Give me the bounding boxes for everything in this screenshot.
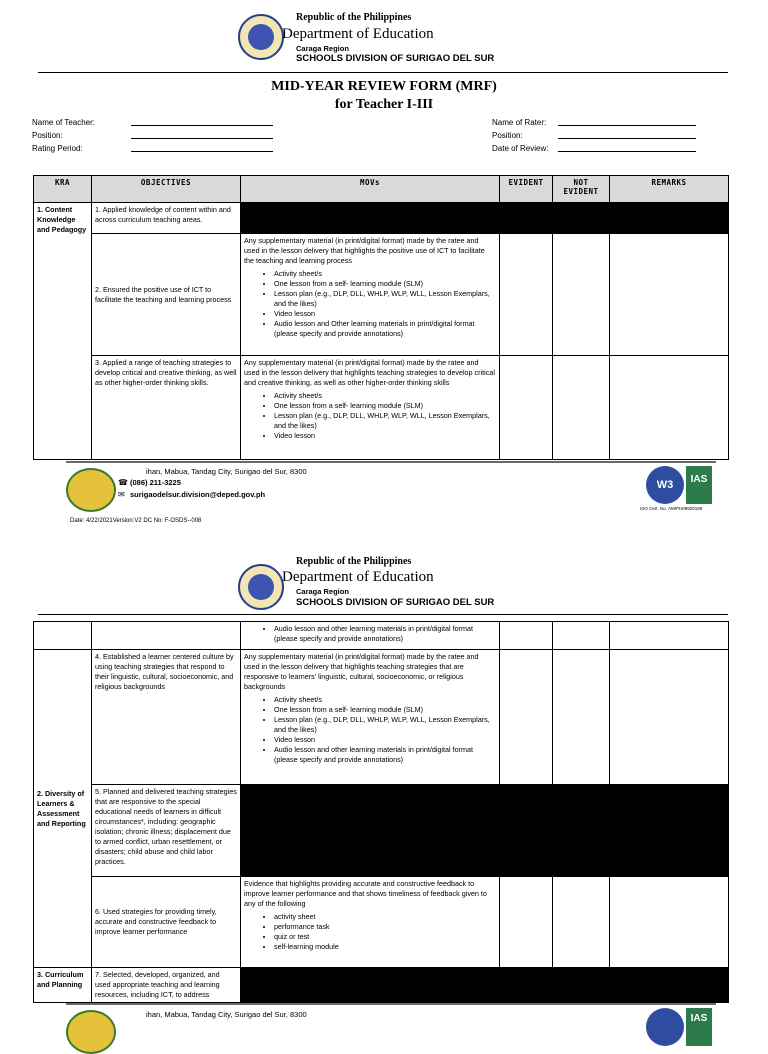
position-line[interactable] <box>131 138 273 139</box>
mov-2-intro: Any supplementary material (in print/digital format) made by the ratee and used in the lesson delivery that highlights the positive use of ICT to facilitate the teaching and learning process <box>244 236 485 265</box>
footer-divider <box>66 1003 716 1005</box>
mov-objective-6 <box>241 877 500 968</box>
evident-checkbox-cell[interactable] <box>500 356 553 460</box>
division-text: SCHOOLS DIVISION OF SURIGAO DEL SUR <box>296 597 495 608</box>
name-of-teacher-line[interactable] <box>131 125 273 126</box>
name-of-rater-label: Name of Rater: <box>492 118 547 127</box>
objective-6: 6. Used strategies for providing timely, accurate and constructive feedback to improve learner performance <box>92 877 241 968</box>
footer-email: surigaodelsur.division@deped.gov.ph <box>130 490 266 499</box>
kra-continued-cell <box>34 622 92 650</box>
w3-cert-logo: W3 <box>646 466 684 504</box>
form-subtitle: for Teacher I-III <box>334 97 434 112</box>
division-text: SCHOOLS DIVISION OF SURIGAO DEL SUR <box>296 53 495 64</box>
ias-cert-logo: IAS <box>686 1008 712 1046</box>
list-item: • Audio lesson and other learning materials in print/digital format (please specify and provide annotations) <box>274 624 496 644</box>
objective-7: 7. Selected, developed, organized, and used appropriate teaching and learning resources, including ICT, to address <box>92 968 241 1003</box>
list-item: • Lesson plan (e.g., DLP, DLL, WHLP, WLP, WLL, Lesson Exemplars, and the likes) <box>274 411 496 431</box>
department-text: Department of Education <box>282 569 434 585</box>
objective-1: 1. Applied knowledge of content within and across curriculum teaching areas. <box>92 203 241 234</box>
form-title: MID-YEAR REVIEW FORM (MRF) <box>271 79 497 94</box>
division-logo <box>66 1010 116 1054</box>
mov-4-list <box>244 695 496 765</box>
kra-header: KRA <box>34 176 92 203</box>
objective-2: 2. Ensured the positive use of ICT to facilitate the teaching and learning process <box>92 234 241 356</box>
evident-checkbox-cell[interactable] <box>500 622 553 650</box>
footer-divider <box>66 461 716 463</box>
header-divider <box>38 72 728 73</box>
w3-cert-logo <box>646 1008 684 1046</box>
list-item: • activity sheet <box>274 912 496 922</box>
mov-3-intro: Any supplementary material (in print/digital format) made by the ratee and used in the lesson delivery that highlights teaching strategies to develop critical and creative thinking, as well as other higher-order thinking skills <box>244 358 495 387</box>
republic-text: Republic of the Philippines <box>296 12 412 23</box>
position-label: Position: <box>32 131 63 140</box>
objective-3: 3. Applied a range of teaching strategies to develop critical and creative thinking, as well as other higher-order thinking skills. <box>92 356 241 460</box>
department-text: Department of Education <box>282 26 434 42</box>
list-item: • performance task <box>274 922 496 932</box>
not-evident-checkbox-cell[interactable] <box>553 650 610 785</box>
mov-4-intro: Any supplementary material (in print/digital format) made by the ratee and used in the lesson delivery that highlights teaching strategies that are responsive to learners' linguistic, cultural, socioeconomic, or religious backgrounds <box>244 652 479 691</box>
not-evident-checkbox-cell[interactable] <box>553 234 610 356</box>
list-item: • Audio lesson and Other learning materials in print/digital format (please specify and provide annotations) <box>274 319 496 339</box>
not-evident-checkbox-cell[interactable] <box>553 356 610 460</box>
objective-continued-cell <box>92 622 241 650</box>
remarks-cell[interactable] <box>610 234 729 356</box>
evident-header: EVIDENT <box>500 176 553 203</box>
republic-text: Republic of the Philippines <box>296 556 412 567</box>
mov-6-list <box>244 912 496 952</box>
email-icon: ✉ <box>118 490 125 499</box>
mov-objective-3 <box>241 356 500 460</box>
blacked-out-cell <box>241 785 729 877</box>
mov-continued-list <box>244 624 496 644</box>
list-item: • Lesson plan (e.g., DLP, DLL, WHLP, WLP, WLL, Lesson Exemplars, and the likes) <box>274 289 496 309</box>
mov-continued <box>241 622 500 650</box>
name-of-rater-line[interactable] <box>558 125 696 126</box>
footer-address: ihan, Mabua, Tandag City, Surigao del Sur, 8300 <box>146 467 307 476</box>
remarks-header: REMARKS <box>610 176 729 203</box>
date-of-review-label: Date of Review: <box>492 144 549 153</box>
footer-doc-meta: Date: 4/22/2021Version:V2 DC No: F-OSDS--008 <box>70 518 202 524</box>
list-item: • self-learning module <box>274 942 496 952</box>
ias-cert-logo: IAS <box>686 466 712 504</box>
list-item: • One lesson from a self- learning module (SLM) <box>274 705 496 715</box>
footer-address: ihan, Mabua, Tandag City, Surigao del Sur, 8300 <box>146 1010 307 1019</box>
remarks-cell[interactable] <box>610 877 729 968</box>
division-logo <box>66 468 116 512</box>
evident-checkbox-cell[interactable] <box>500 234 553 356</box>
list-item: • Video lesson <box>274 735 496 745</box>
rater-position-label: Position: <box>492 131 523 140</box>
list-item: • Activity sheet/s <box>274 269 496 279</box>
deped-seal <box>238 14 284 60</box>
phone-icon: ☎ <box>118 478 128 487</box>
objective-5: 5. Planned and delivered teaching strategies that are responsive to the special educational needs of learners in difficult circumstances*, including: geographic isolation; chronic illness; displacement due to armed conflict, urban resettlement, or disasters; child abuse and child labor practices. <box>92 785 241 877</box>
mov-objective-2 <box>241 234 500 356</box>
mov-6-intro: Evidence that highlights providing accurate and constructive feedback to improve learner performance and that shows timeliness of feedback given to any of the following <box>244 879 487 908</box>
list-item: • Video lesson <box>274 309 496 319</box>
not-evident-checkbox-cell[interactable] <box>553 622 610 650</box>
rater-position-line[interactable] <box>558 138 696 139</box>
header-divider <box>38 614 728 615</box>
deped-seal <box>238 564 284 610</box>
iso-cert-text: ISO Cert. No. AM/PH09920180 <box>640 506 703 511</box>
remarks-cell[interactable] <box>610 356 729 460</box>
kra-diversity-of-learners: 2. Diversity of Learners & Assessment and Reporting <box>34 650 92 968</box>
remarks-cell[interactable] <box>610 622 729 650</box>
list-item: • Video lesson <box>274 431 496 441</box>
list-item: • Lesson plan (e.g., DLP, DLL, WHLP, WLP, WLL, Lesson Exemplars, and the likes) <box>274 715 496 735</box>
list-item: • One lesson from a self- learning module (SLM) <box>274 279 496 289</box>
mov-2-list <box>244 269 496 339</box>
evident-checkbox-cell[interactable] <box>500 877 553 968</box>
list-item: • quiz or test <box>274 932 496 942</box>
footer-phone: (086) 211-3225 <box>130 478 181 487</box>
objectives-header: OBJECTIVES <box>92 176 241 203</box>
list-item: • Audio lesson and other learning materials in print/digital format (please specify and provide annotations) <box>274 745 496 765</box>
not-evident-checkbox-cell[interactable] <box>553 877 610 968</box>
blacked-out-cell <box>241 968 729 1003</box>
evident-checkbox-cell[interactable] <box>500 650 553 785</box>
date-of-review-line[interactable] <box>558 151 696 152</box>
kra-curriculum-and-planning: 3. Curriculum and Planning <box>34 968 92 1003</box>
mov-3-list <box>244 391 496 441</box>
mrf-table-page2 <box>33 621 729 1003</box>
mrf-table-page1 <box>33 175 729 460</box>
list-item: • Activity sheet/s <box>274 391 496 401</box>
mov-objective-4 <box>241 650 500 785</box>
region-text: Caraga Region <box>296 44 349 53</box>
remarks-cell[interactable] <box>610 650 729 785</box>
kra-content-knowledge: 1. Content Knowledge and Pedagogy <box>34 203 92 460</box>
name-of-teacher-label: Name of Teacher: <box>32 118 95 127</box>
rating-period-line[interactable] <box>131 151 273 152</box>
movs-header: MOVs <box>241 176 500 203</box>
list-item: • Activity sheet/s <box>274 695 496 705</box>
list-item: • One lesson from a self- learning module (SLM) <box>274 401 496 411</box>
not-evident-header: NOT EVIDENT <box>553 176 610 203</box>
rating-period-label: Rating Period: <box>32 144 83 153</box>
blacked-out-cell <box>241 203 729 234</box>
objective-4: 4. Established a learner centered culture by using teaching strategies that respond to their linguistic, cultural, socioeconomic, and religious backgrounds <box>92 650 241 785</box>
region-text: Caraga Region <box>296 587 349 596</box>
